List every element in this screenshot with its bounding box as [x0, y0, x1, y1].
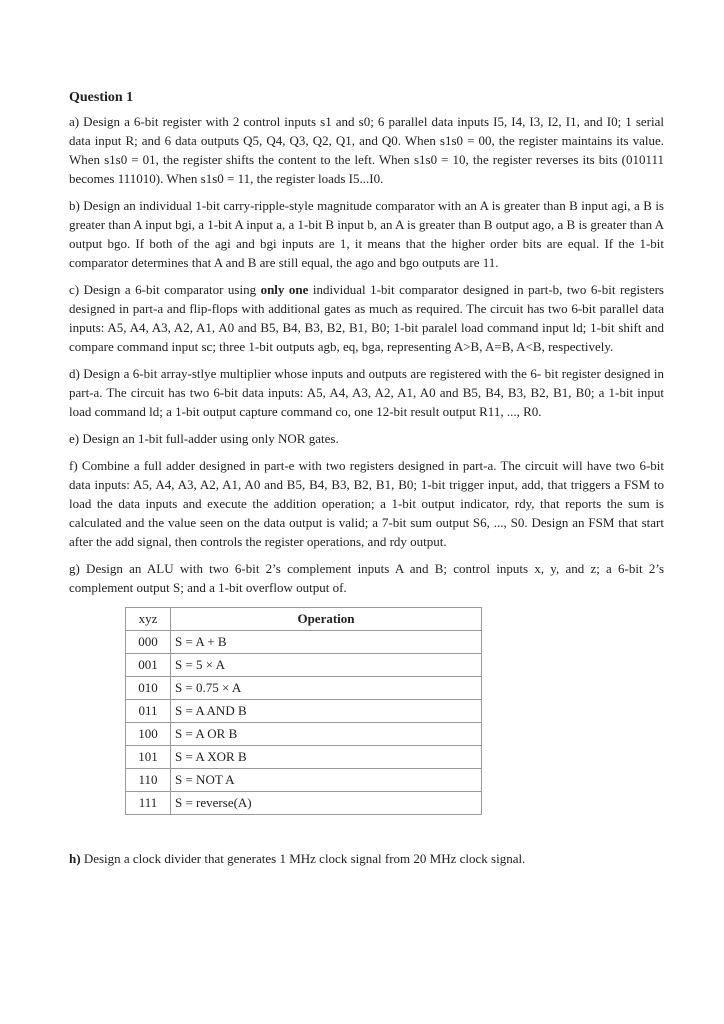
operation: S = reverse(A): [171, 792, 482, 815]
xyz-code: 000: [126, 631, 171, 654]
xyz-code: 011: [126, 700, 171, 723]
part-d-text: d) Design a 6-bit array-stlye multiplier whose inputs and outputs are registered with the 6- bit register designed in part-a. The circuit has two 6-bit data inputs: A5, A4, A3, A2, A1, A0 and B5, B4, B3, B2, B1, B0; a 1-bit input load command ld; a 1-bit output capture command co, one 12-bit result output R11, ..., R0.: [69, 366, 664, 419]
table-row: [126, 769, 482, 792]
document-page: [69, 90, 664, 876]
part-a-text: a) Design a 6-bit register with 2 control inputs s1 and s0; 6 parallel data inputs I5, I4, I3, I2, I1, and I0; 1 serial data input R; and 6 data outputs Q5, Q4, Q3, Q2, Q1, and Q0. When s1s0 = 00, the register maintains its value. When s1s0 = 01, the register shifts the content to the left. When s1s0 = 10, the register reverses its bits (010111 becomes 111010). When s1s0 = 11, the register loads I5...I0.: [69, 114, 664, 186]
part-h-body: Design a clock divider that generates 1 MHz clock signal from 20 MHz clock signal.: [80, 851, 526, 866]
alu-operation-table: [125, 607, 482, 815]
question-title: Question 1: [69, 90, 134, 105]
part-c-pre: c) Design a 6-bit comparator using: [69, 282, 261, 297]
operation: S = A AND B: [171, 700, 482, 723]
table-row: [126, 792, 482, 815]
part-c-post: individual 1-bit comparator designed in part-b, two 6-bit registers designed in part-a and flip-flops with additional gates as much as required. The circuit has two 6-bit parallel data inputs: A5, A4, A3, A2, A1, A0 and B5, B4, B3, B2, B1, B0; 1-bit paralel load command input ld; 1-bit shift and compare command input sc; three 1-bit outputs agb, eq, bga, representing A>B, A=B, A<B, respectively.: [69, 282, 664, 354]
operation: S = A OR B: [171, 723, 482, 746]
operation: S = 0.75 × A: [171, 677, 482, 700]
table-row: [126, 723, 482, 746]
xyz-code: 101: [126, 746, 171, 769]
table-row: [126, 700, 482, 723]
operation: S = NOT A: [171, 769, 482, 792]
table-row: [126, 654, 482, 677]
xyz-code: 111: [126, 792, 171, 815]
table-header-row: [126, 608, 482, 631]
header-xyz: xyz: [126, 608, 171, 631]
operation: S = A XOR B: [171, 746, 482, 769]
part-h-label: h): [69, 851, 81, 866]
part-h-text: [69, 849, 664, 868]
part-c-emphasis: only one: [260, 282, 309, 297]
xyz-code: 001: [126, 654, 171, 677]
part-e-text: e) Design an 1-bit full-adder using only NOR gates.: [69, 431, 339, 446]
part-b-text: b) Design an individual 1-bit carry-ripple-style magnitude comparator with an A is greater than B input agi, a B is greater than A input bgi, a 1-bit A input a, a 1-bit B input b, an A is greater than B output ago, a B is greater than A output bgo. If both of the agi and bgi inputs are 1, it means that the higher order bits are equal. If the 1-bit comparator determines that A and B are still equal, the ago and bgo outputs are 11.: [69, 198, 665, 270]
operation: S = 5 × A: [171, 654, 482, 677]
operation: S = A + B: [171, 631, 482, 654]
table-row: [126, 746, 482, 769]
header-operation: Operation: [171, 608, 482, 631]
part-c-text: [69, 280, 664, 356]
part-f-text: f) Combine a full adder designed in part-e with two registers designed in part-a. The circuit will have two 6-bit data inputs: A5, A4, A3, A2, A1, A0 and B5, B4, B3, B2, B1, B0; 1-bit trigger input, add, that triggers a FSM to load the data inputs and execute the addition operation; a 1-bit output indicator, rdy, that reports the sum is calculated and the value seen on the data output is valid; a 7-bit sum output S6, ..., S0. Design an FSM that start after the add signal, then controls the register operations, and rdy output.: [69, 458, 664, 549]
xyz-code: 100: [126, 723, 171, 746]
xyz-code: 110: [126, 769, 171, 792]
table-row: [126, 631, 482, 654]
table-row: [126, 677, 482, 700]
xyz-code: 010: [126, 677, 171, 700]
part-g-text: g) Design an ALU with two 6-bit 2’s complement inputs A and B; control inputs x, y, and z; a 6-bit 2’s complement output S; and a 1-bit overflow output of.: [69, 561, 664, 595]
